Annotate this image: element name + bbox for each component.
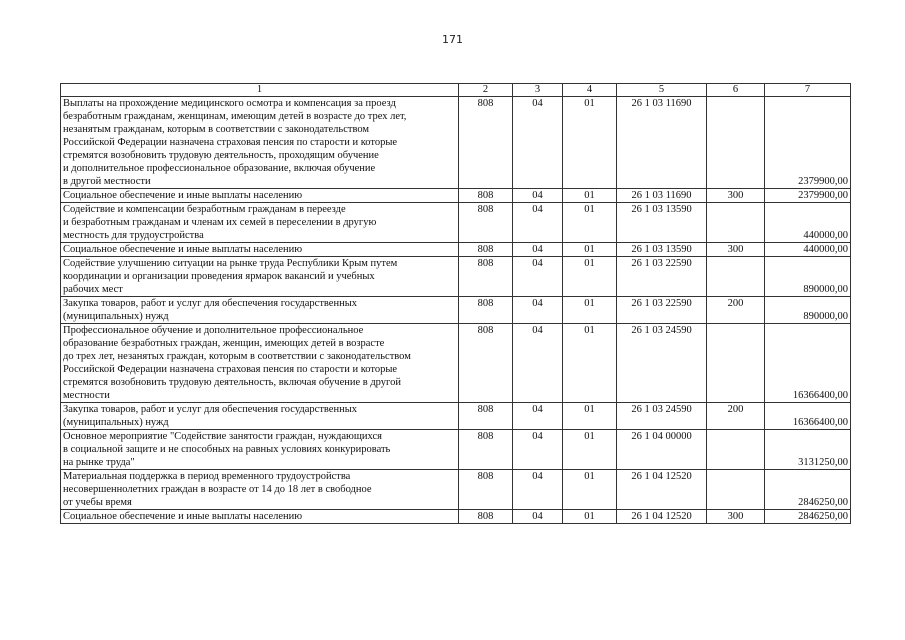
target-article-cell: 26 1 04 00000	[617, 430, 707, 470]
budget-table	[60, 83, 851, 524]
row-description	[61, 470, 459, 510]
target-article-cell: 26 1 03 11690	[617, 189, 707, 203]
description-line: в социальной защите и не способных на равных условиях конкурировать	[63, 444, 391, 455]
column-header: 2	[459, 84, 513, 97]
amount-cell: 440000,00	[765, 203, 851, 243]
table-row	[61, 324, 851, 403]
section-cell: 04	[513, 257, 563, 297]
subsection-cell: 01	[563, 189, 617, 203]
code-cell: 808	[459, 430, 513, 470]
expense-type-cell: 200	[707, 403, 765, 430]
section-cell: 04	[513, 203, 563, 243]
subsection-cell: 01	[563, 257, 617, 297]
description-line: Профессиональное обучение и дополнительное профессиональное	[63, 325, 364, 336]
expense-type-cell	[707, 470, 765, 510]
amount-cell: 2379900,00	[765, 97, 851, 189]
expense-type-cell	[707, 97, 765, 189]
description-line: на рынке труда"	[63, 457, 135, 468]
section-cell: 04	[513, 243, 563, 257]
row-description	[61, 510, 459, 524]
table-row	[61, 470, 851, 510]
amount-cell: 3131250,00	[765, 430, 851, 470]
expense-type-cell: 300	[707, 189, 765, 203]
row-description	[61, 297, 459, 324]
code-cell: 808	[459, 324, 513, 403]
column-header: 7	[765, 84, 851, 97]
code-cell: 808	[459, 297, 513, 324]
row-description	[61, 203, 459, 243]
description-line: образование безработных граждан, женщин, имеющих детей в возрасте	[63, 338, 385, 349]
table-row	[61, 97, 851, 189]
row-description	[61, 189, 459, 203]
description-line: Закупка товаров, работ и услуг для обеспечения государственных	[63, 404, 358, 415]
column-header: 6	[707, 84, 765, 97]
amount-cell: 2846250,00	[765, 510, 851, 524]
description-line: местность для трудоустройства	[63, 230, 204, 241]
table-row	[61, 297, 851, 324]
description-line: незанятым гражданам, которым в соответствии с законодательством	[63, 124, 370, 135]
subsection-cell: 01	[563, 97, 617, 189]
description-line: Закупка товаров, работ и услуг для обеспечения государственных	[63, 298, 358, 309]
row-description	[61, 257, 459, 297]
expense-type-cell: 300	[707, 510, 765, 524]
description-line: Содействие и компенсации безработным гражданам в переезде	[63, 204, 346, 215]
code-cell: 808	[459, 97, 513, 189]
description-line: координации и организации проведения ярмарок вакансий и учебных	[63, 271, 375, 282]
column-header: 4	[563, 84, 617, 97]
page-number: 171	[442, 33, 463, 46]
row-description	[61, 97, 459, 189]
section-cell: 04	[513, 470, 563, 510]
expense-type-cell: 300	[707, 243, 765, 257]
table-row	[61, 243, 851, 257]
description-line: до трех лет, незанятых граждан, которым в соответствии с законодательством	[63, 351, 411, 362]
description-line: Выплаты на прохождение медицинского осмотра и компенсация за проезд	[63, 98, 396, 109]
target-article-cell: 26 1 04 12520	[617, 510, 707, 524]
target-article-cell: 26 1 03 22590	[617, 297, 707, 324]
amount-cell: 890000,00	[765, 297, 851, 324]
target-article-cell: 26 1 03 22590	[617, 257, 707, 297]
subsection-cell: 01	[563, 470, 617, 510]
target-article-cell: 26 1 03 24590	[617, 324, 707, 403]
description-line: Содействие улучшению ситуации на рынке труда Республики Крым путем	[63, 258, 398, 269]
description-line: и дополнительное профессиональное образование, включая обучение	[63, 163, 376, 174]
column-header: 1	[61, 84, 459, 97]
target-article-cell: 26 1 03 13590	[617, 203, 707, 243]
amount-cell: 2379900,00	[765, 189, 851, 203]
code-cell: 808	[459, 243, 513, 257]
description-line: стремятся возобновить трудовую деятельность, включая обучение в другой	[63, 377, 401, 388]
code-cell: 808	[459, 257, 513, 297]
section-cell: 04	[513, 189, 563, 203]
description-line: Российской Федерации назначена страховая пенсия по старости и которые	[63, 137, 398, 148]
target-article-cell: 26 1 03 24590	[617, 403, 707, 430]
row-description	[61, 430, 459, 470]
description-line: и безработным гражданам и членам их семей в переселении в другую	[63, 217, 377, 228]
description-line: (муниципальных) нужд	[63, 417, 169, 428]
section-cell: 04	[513, 430, 563, 470]
target-article-cell: 26 1 04 12520	[617, 470, 707, 510]
description-line: Социальное обеспечение и иные выплаты населению	[63, 511, 303, 522]
code-cell: 808	[459, 470, 513, 510]
amount-cell: 890000,00	[765, 257, 851, 297]
code-cell: 808	[459, 510, 513, 524]
section-cell: 04	[513, 97, 563, 189]
description-line: Российской Федерации назначена страховая пенсия по старости и которые	[63, 364, 398, 375]
target-article-cell: 26 1 03 11690	[617, 97, 707, 189]
description-line: безработным гражданам, женщинам, имеющим детей в возрасте до трех лет,	[63, 111, 407, 122]
section-cell: 04	[513, 510, 563, 524]
description-line: Социальное обеспечение и иные выплаты населению	[63, 244, 303, 255]
table-row	[61, 430, 851, 470]
description-line: от учебы время	[63, 497, 132, 508]
description-line: в другой местности	[63, 176, 151, 187]
subsection-cell: 01	[563, 430, 617, 470]
amount-cell: 16366400,00	[765, 324, 851, 403]
description-line: местности	[63, 390, 110, 401]
expense-type-cell	[707, 324, 765, 403]
code-cell: 808	[459, 203, 513, 243]
row-description	[61, 243, 459, 257]
row-description	[61, 324, 459, 403]
amount-cell: 16366400,00	[765, 403, 851, 430]
expense-type-cell: 200	[707, 297, 765, 324]
subsection-cell: 01	[563, 297, 617, 324]
code-cell: 808	[459, 189, 513, 203]
description-line: стремятся возобновить трудовую деятельность, проходящим обучение	[63, 150, 379, 161]
amount-cell: 440000,00	[765, 243, 851, 257]
table-row	[61, 203, 851, 243]
expense-type-cell	[707, 203, 765, 243]
expense-type-cell	[707, 430, 765, 470]
description-line: Социальное обеспечение и иные выплаты населению	[63, 190, 303, 201]
column-header: 5	[617, 84, 707, 97]
code-cell: 808	[459, 403, 513, 430]
subsection-cell: 01	[563, 203, 617, 243]
column-header: 3	[513, 84, 563, 97]
section-cell: 04	[513, 324, 563, 403]
table-row	[61, 257, 851, 297]
subsection-cell: 01	[563, 403, 617, 430]
section-cell: 04	[513, 403, 563, 430]
table-row	[61, 189, 851, 203]
table-row	[61, 403, 851, 430]
header-row	[61, 84, 851, 97]
amount-cell: 2846250,00	[765, 470, 851, 510]
expense-type-cell	[707, 257, 765, 297]
description-line: рабочих мест	[63, 284, 123, 295]
subsection-cell: 01	[563, 243, 617, 257]
subsection-cell: 01	[563, 510, 617, 524]
description-line: Основное мероприятие "Содействие занятости граждан, нуждающихся	[63, 431, 382, 442]
target-article-cell: 26 1 03 13590	[617, 243, 707, 257]
section-cell: 04	[513, 297, 563, 324]
table-row	[61, 510, 851, 524]
subsection-cell: 01	[563, 324, 617, 403]
row-description	[61, 403, 459, 430]
description-line: Материальная поддержка в период временного трудоустройства	[63, 471, 351, 482]
description-line: (муниципальных) нужд	[63, 311, 169, 322]
description-line: несовершеннолетних граждан в возрасте от 14 до 18 лет в свободное	[63, 484, 372, 495]
